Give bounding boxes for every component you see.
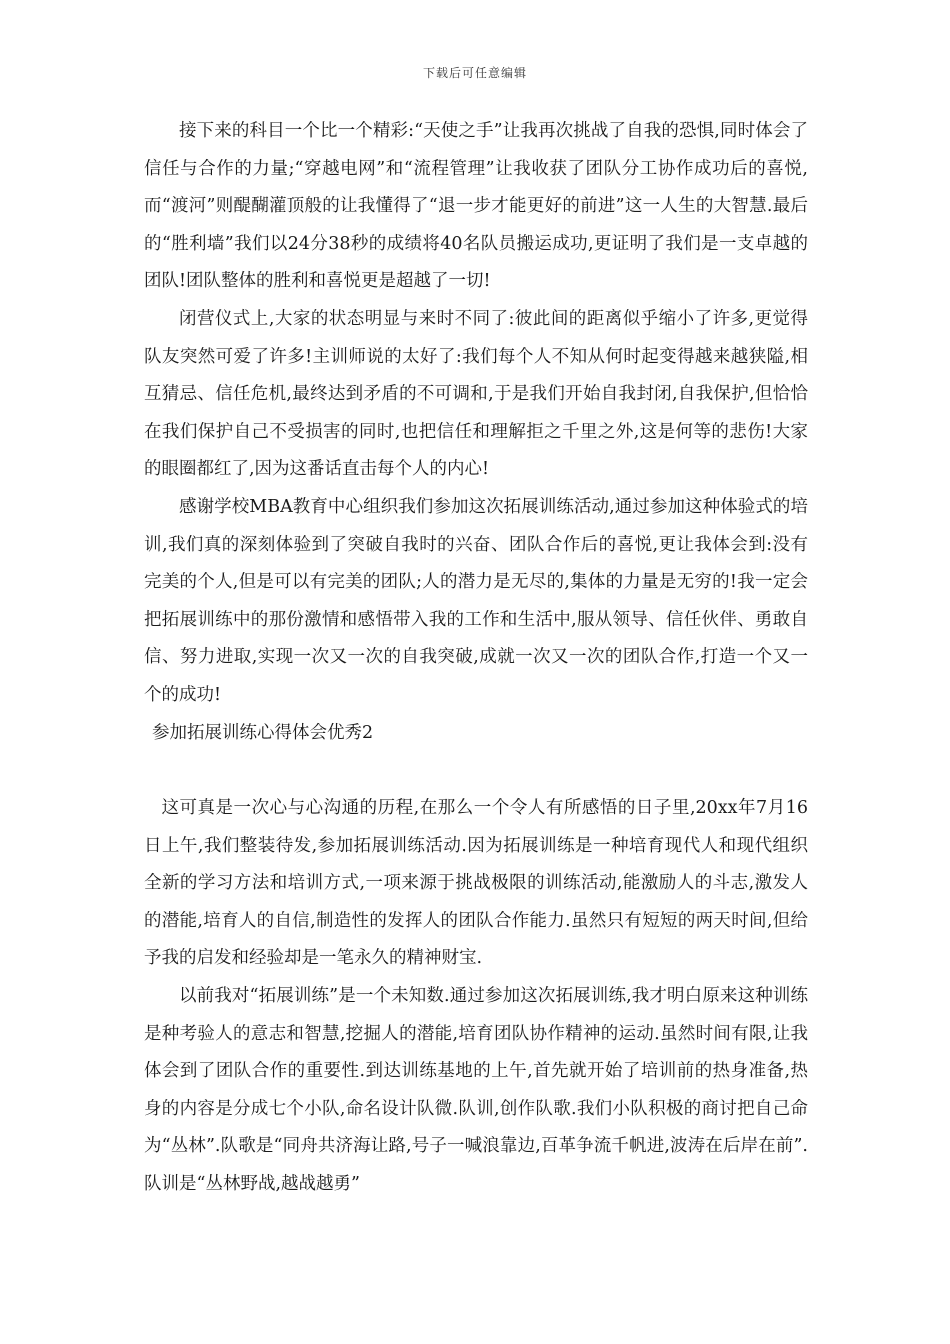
paragraph-activities: 接下来的科目一个比一个精彩:“天使之手”让我再次挑战了自我的恐惧,同时体会了信任与合作的力量;“穿越电网”和“流程管理”让我收获了团队分工协作成功后的喜悦,而“渡河”则醍醐灌顶般的让我懂得了“退一步才能更好的前进”这一人生的大智慧.最后的“胜利墙”我们以24分38秒的成绩将40名队员搬运成功,更证明了我们是一支卓越的团队!团队整体的胜利和喜悦更是超越了一切! [144, 121, 808, 292]
paragraph-training-start: 以前我对“拓展训练”是一个未知数.通过参加这次拓展训练,我才明白原来这种训练是种考验人的意志和智慧,挖掘人的潜能,培育团队协作精神的运动.虽然时间有限,让我体会到了团队合作的重要性.到达训练基地的上午,首先就开始了培训前的热身准备,热身的内容是分成七个小队,命名设计队微.队训,创作队歌.我们小队积极的商讨把自己命为“丛林”.队歌是“同舟共济海让路,号子一喊浪靠边,百革争流千帆进,波涛在后岸在前”.队训是“丛林野战,越战越勇” [144, 986, 808, 1195]
page-header: 下载后可任意编辑 [422, 66, 527, 80]
paragraph-introduction: 这可真是一次心与心沟通的历程,在那么一个令人有所感悟的日子里,20xx年7月16日上午,我们整装待发,参加拓展训练活动.因为拓展训练是一种培育现代人和现代组织全新的学习方法和培训方式,一项来源于挑战极限的训练活动,能激励人的斗志,激发人的潜能,培育人的自信,制造性的发挥人的团队合作能力.虽然只有短短的两天时间,但给予我的启发和经验却是一笔永久的精神财宝. [144, 798, 808, 969]
section-title: 参加拓展训练心得体会优秀2 [152, 722, 374, 743]
document-body [144, 113, 808, 1204]
paragraph-closing-ceremony: 闭营仪式上,大家的状态明显与来时不同了:彼此间的距离似乎缩小了许多,更觉得队友突然可爱了许多!主训师说的太好了:我们每个人不知从何时起变得越来越狭隘,相互猜忌、信任危机,最终达到矛盾的不可调和,于是我们开始自我封闭,自我保护,但恰恰在我们保护自己不受损害的同时,也把信任和理解拒之千里之外,这是何等的悲伤!大家的眼圈都红了,因为这番话直击每个人的内心! [144, 308, 808, 480]
paragraph-thanks: 感谢学校MBA教育中心组织我们参加这次拓展训练活动,通过参加这种体验式的培训,我们真的深刻体验到了突破自我时的兴奋、团队合作后的喜悦,更让我体会到:没有完美的个人,但是可以有完美的团队;人的潜力是无尽的,集体的力量是无穷的!我一定会把拓展训练中的那份激情和感悟带入我的工作和生活中,服从领导、信任伙伴、勇敢自信、努力进取,实现一次又一次的自我突破,成就一次又一次的团队合作,打造一个又一个的成功! [144, 496, 808, 705]
section-spacer [144, 752, 808, 790]
